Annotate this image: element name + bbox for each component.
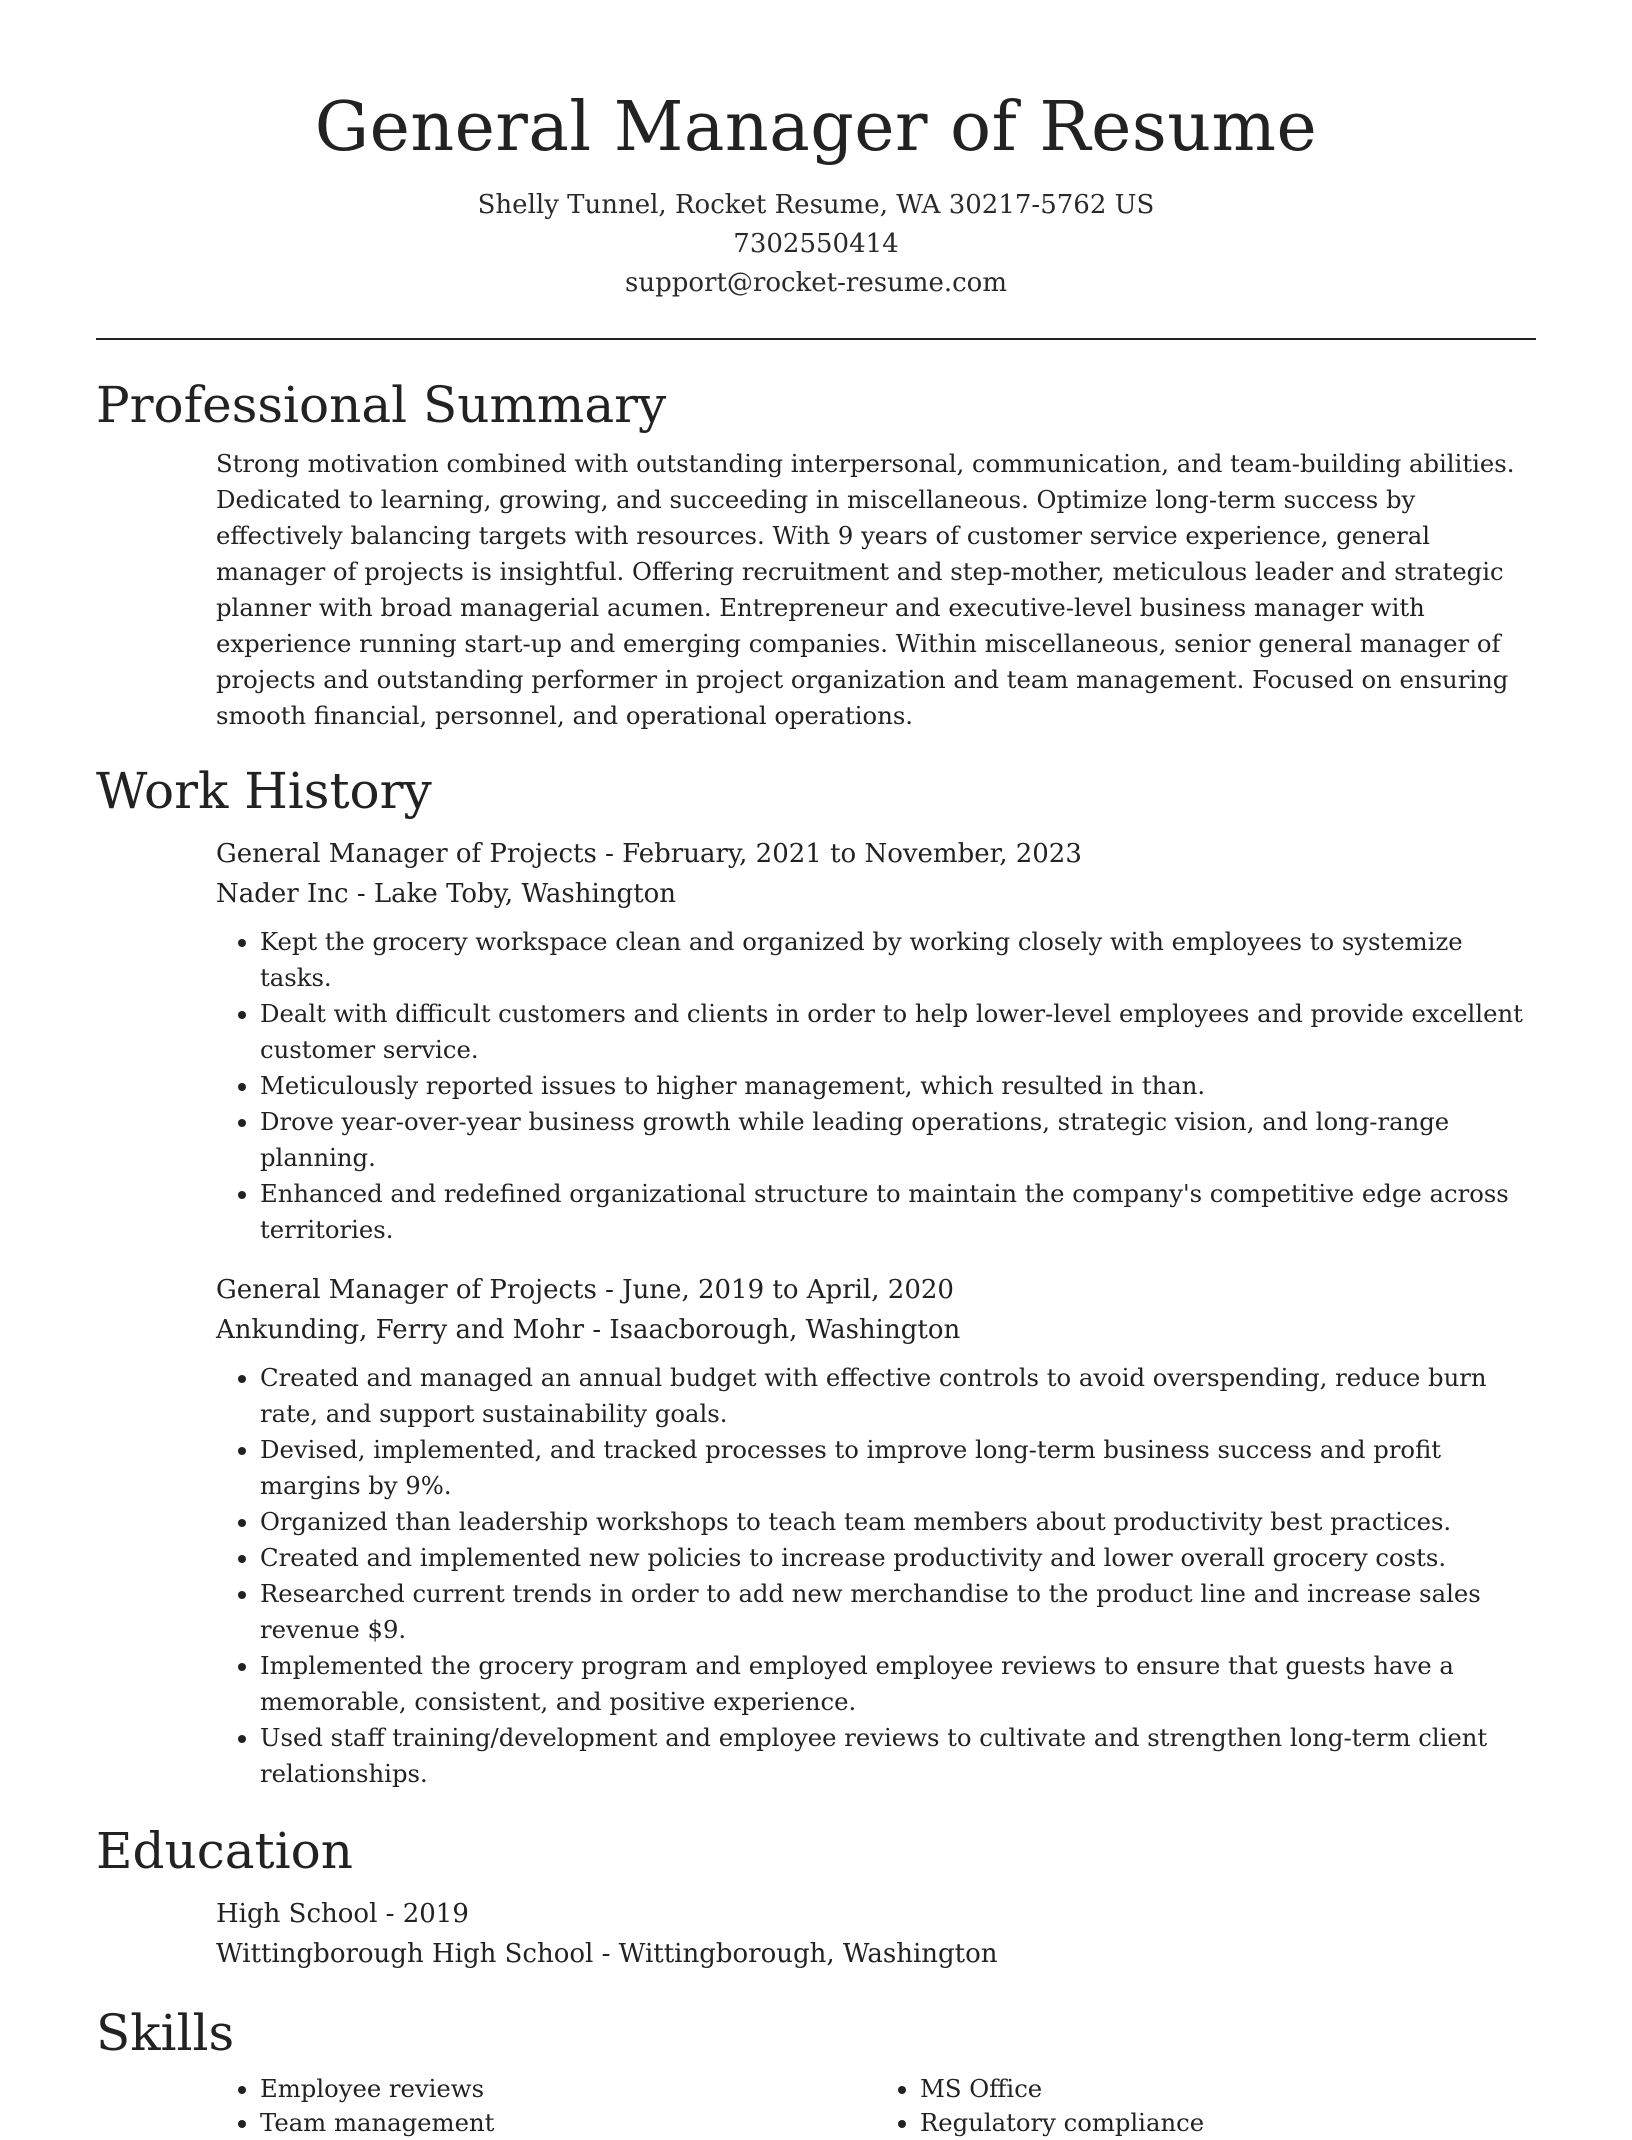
work-history-section (96, 758, 1536, 1792)
job-bullet: • Researched current trends in order to add new merchandise to the product line and increase sales revenue $9. (260, 1576, 1536, 1648)
job-title-line (216, 834, 1536, 874)
job-bullet: • Devised, implemented, and tracked processes to improve long-term business success and profit margins by 9%. (260, 1432, 1536, 1504)
separator: - (605, 839, 614, 869)
contact-phone: 7302550414 (733, 229, 899, 259)
job-bullet: • Kept the grocery workspace clean and organized by working closely with employees to systemize tasks. (260, 924, 1536, 996)
education-school-line (216, 1934, 1536, 1974)
contact-block (96, 186, 1536, 303)
job-entry (216, 1270, 1536, 1792)
job-dates: February, 2021 to November, 2023 (622, 839, 1082, 869)
job-entry (216, 834, 1536, 1248)
summary-text: Strong motivation combined with outstanding interpersonal, communication, and team-building abilities. Dedicated to learning, growing, and succeeding in miscellaneous. Optimize long-term success by effectively balancing targets with resources. With 9 years of customer service experience, general manager of projects is insightful. Offering recruitment and step-mother, meticulous leader and strategic planner with broad managerial acumen. Entrepreneur and executive-level business manager with experience running start-up and emerging companies. Within miscellaneous, senior general manager of projects and outstanding performer in project organization and team management. Focused on ensuring smooth financial, personnel, and operational operations. (216, 449, 1515, 730)
job-title-line (216, 1270, 1536, 1310)
skills-columns (216, 2072, 1536, 2140)
job-bullet: • Organized than leadership workshops to teach team members about productivity best practices. (260, 1504, 1536, 1540)
education-degree-line (216, 1894, 1536, 1934)
job-bullet: • Created and implemented new policies to increase productivity and lower overall grocery costs. (260, 1540, 1536, 1576)
job-company: Nader Inc (216, 879, 349, 909)
resume-page (96, 0, 1536, 2137)
separator: - (605, 1275, 614, 1305)
separator: - (592, 1315, 602, 1345)
job-bullet: • Dealt with difficult customers and clients in order to help lower-level employees and provide excellent customer service. (260, 996, 1536, 1068)
separator: - (601, 1939, 611, 1969)
job-bullet: • Used staff training/development and employee reviews to cultivate and strengthen long-term client relationships. (260, 1720, 1536, 1792)
skill-item: • Regulatory compliance (920, 2106, 1536, 2140)
resume-header (96, 0, 1536, 303)
skills-left-column (216, 2072, 876, 2140)
job-bullets (216, 1360, 1536, 1792)
job-company: Ankunding, Ferry and Mohr (216, 1315, 585, 1345)
job-bullet: • Implemented the grocery program and employed employee reviews to ensure that guests have a memorable, consistent, and positive experience. (260, 1648, 1536, 1720)
skills-right-column (876, 2072, 1536, 2140)
education-year: 2019 (402, 1899, 469, 1929)
contact-address: Shelly Tunnel, Rocket Resume, WA 30217-5762 US (477, 190, 1155, 220)
separator: - (385, 1899, 395, 1929)
education-degree: High School (216, 1899, 378, 1929)
job-location: Isaacborough, Washington (609, 1315, 961, 1345)
job-bullet: • Created and managed an annual budget with effective controls to avoid overspending, reduce burn rate, and support sustainability goals. (260, 1360, 1536, 1432)
job-location: Lake Toby, Washington (373, 879, 677, 909)
job-role: General Manager of Projects (216, 1275, 597, 1305)
contact-email: support@rocket-resume.com (624, 268, 1007, 298)
job-role: General Manager of Projects (216, 839, 597, 869)
skills-title: Skills (96, 2004, 235, 2062)
job-bullets (216, 924, 1536, 1248)
skill-item: • MS Office (920, 2072, 1536, 2106)
header-divider (96, 338, 1536, 340)
summary-section (96, 372, 1536, 734)
skill-item: • Employee reviews (260, 2072, 876, 2106)
education-location: Wittingborough, Washington (618, 1939, 998, 1969)
summary-title: Professional Summary (96, 376, 667, 434)
job-company-line (216, 874, 1536, 914)
education-section (96, 1818, 1536, 1974)
skills-section (96, 2000, 1536, 2140)
work-history-title: Work History (96, 762, 432, 820)
job-bullet: • Drove year-over-year business growth while leading operations, strategic vision, and long-range planning. (260, 1104, 1536, 1176)
job-bullet: • Meticulously reported issues to higher management, which resulted in than. (260, 1068, 1536, 1104)
skill-item: • Team management (260, 2106, 876, 2140)
resume-name: General Manager of Resume (314, 88, 1318, 167)
education-school: Wittingborough High School (216, 1939, 594, 1969)
job-dates: June, 2019 to April, 2020 (622, 1275, 954, 1305)
separator: - (356, 879, 366, 909)
education-title: Education (96, 1822, 353, 1880)
job-company-line (216, 1310, 1536, 1350)
job-bullet: • Enhanced and redefined organizational structure to maintain the company's competitive edge across territories. (260, 1176, 1536, 1248)
